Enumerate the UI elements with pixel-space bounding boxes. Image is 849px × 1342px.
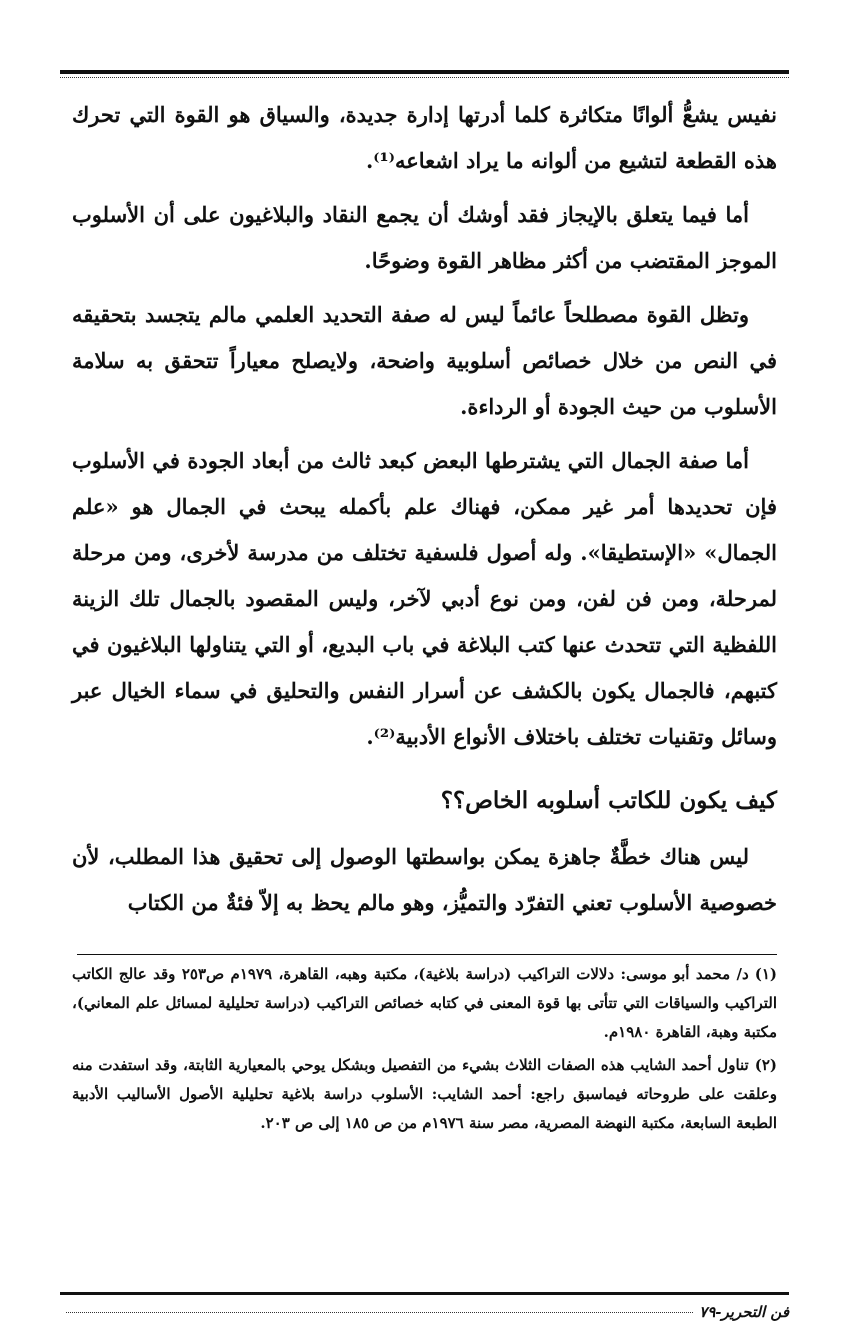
- footnote-mark: (١): [754, 965, 777, 983]
- footnote-2: [72, 1051, 777, 1138]
- bottom-rule: [60, 1292, 789, 1295]
- footnotes: [72, 960, 777, 1142]
- running-footer: [60, 1298, 789, 1326]
- top-rule: [60, 70, 789, 74]
- footnote-text: د/ محمد أبو موسى: دلالات التراكيب (دراسة بلاغية)، مكتبة وهبه، القاهرة، ١٩٧٩م ص٢٥٣ وقد عالج الكاتب التراكيب والسياقات التي تتأتى بها قوة المعنى في كتابه خصائص التراكيب (دراسة تحليلية لمسائل علم المعاني)، مكتبة وهبة، القاهرة ١٩٨٠م.: [72, 965, 777, 1041]
- paragraph: نفيس يشعُّ ألوانًا متكاثرة كلما أدرتها إدارة جديدة، والسياق هو القوة التي تحرك هذه القطعة لتشيع من ألوانه ما يراد اشعاعه⁽¹⁾.: [72, 102, 777, 173]
- footer-dotted-leader: [66, 1312, 693, 1313]
- footnote-text: تناول أحمد الشايب هذه الصفات الثلاث بشيء من التفصيل وبشكل يوحي بالمعيارية الثابتة، وقد استفدت منه وعلقت على طروحاته فيماسبق راجع: أحمد الشايب: الأسلوب دراسة بلاغية تحليلية الأصول الأساليب الأدبية الطبعة السابعة، مكتبة النهضة المصرية، مصر سنة ١٩٧٦م من ص ١٨٥ إلى ص ٢٠٣.: [72, 1056, 777, 1132]
- paragraph: ليس هناك خطَّةٌ جاهزة يمكن بواسطتها الوصول إلى تحقيق هذا المطلب، لأن خصوصية الأسلوب تعني التفرّد والتميُّز، وهو مالم يحظ به إلاّ فئةٌ من الكتاب: [72, 844, 777, 915]
- paragraph: وتظل القوة مصطلحاً عائماً ليس له صفة التحديد العلمي مالم يتجسد بتحقيقه في النص من خلال خصائص أسلوبية واضحة، ولايصلح معياراً تتحقق به سلامة الأسلوب من حيث الجودة أو الرداءة.: [72, 302, 777, 419]
- footer-page-number: -٧٩: [699, 1303, 722, 1321]
- main-text: [72, 92, 777, 934]
- paragraph: أما فيما يتعلق بالإيجاز فقد أوشك أن يجمع النقاد والبلاغيون على أن الأسلوب الموجز المقتضب من أكثر مظاهر القوة وضوحًا.: [72, 202, 777, 273]
- footer-title: فن التحرير: [721, 1303, 789, 1321]
- footnote-mark: (٢): [754, 1056, 777, 1074]
- footnote-1: [72, 960, 777, 1047]
- paragraph: أما صفة الجمال التي يشترطها البعض كبعد ثالث من أبعاد الجودة في الأسلوب فإن تحديدها أمر غير ممكن، فهناك علم بأكمله يبحث في الجمال هو «علم الجمال» «الإستطيقا». وله أصول فلسفية تختلف من مدرسة لأخرى، ومن مرحلة لمرحلة، ومن فن لفن، ومن نوع أدبي لآخر، وليس المقصود بالجمال تلك الزينة اللفظية التي تتحدث عنها كتب البلاغة في باب البديع، أو التي يتناولها البلاغيون في كتبهم، فالجمال يكون بالكشف عن أسرار النفس والتحليق في سماء الخيال عبر وسائل وتقنيات تختلف باختلاف الأنواع الأدبية⁽²⁾.: [72, 448, 777, 749]
- footnote-rule: [77, 954, 777, 955]
- section-heading: كيف يكون للكاتب أسلوبه الخاص؟؟: [440, 787, 777, 814]
